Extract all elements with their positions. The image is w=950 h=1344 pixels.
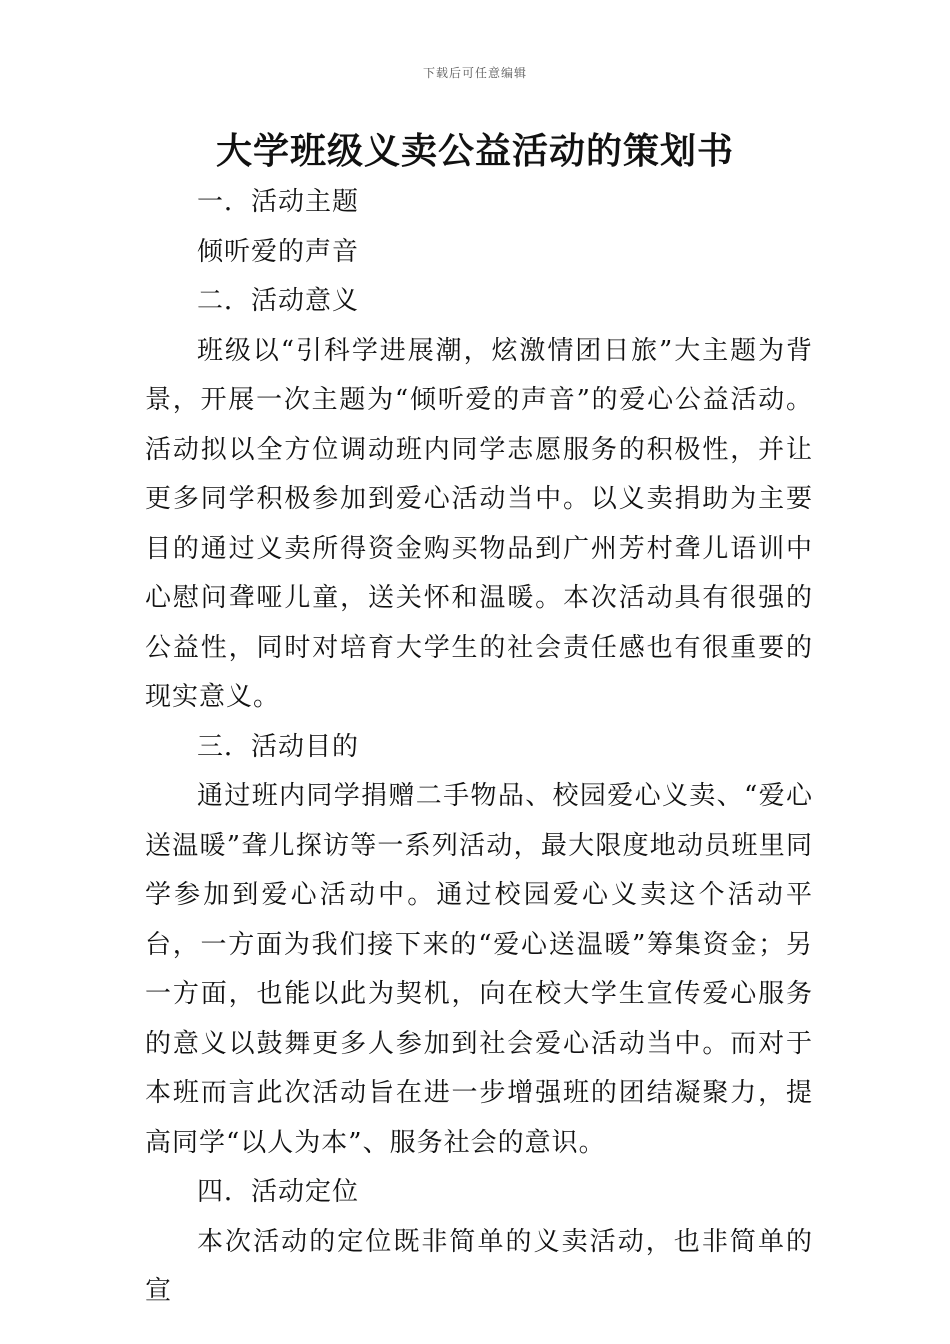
positioning-paragraph: 本次活动的定位既非简单的义卖活动，也非简单的宣 [145, 1226, 813, 1306]
document-body [145, 178, 813, 1317]
section-heading-theme: 一．活动主题 [197, 187, 360, 217]
significance-paragraph: 班级以“引科学进展潮，炫激情团日旅”大主题为背景，开展一次主题为“倾听爱的声音”的爱心公益活动。活动拟以全方位调动班内同学志愿服务的积极性，并让更多同学积极参加到爱心活动当中。以义卖捐助为主要目的通过义卖所得资金购买物品到广州芳村聋儿语训中心慰问聋哑儿童，送关怀和温暖。本次活动具有很强的公益性，同时对培育大学生的社会责任感也有很重要的现实意义。 [145, 335, 813, 712]
header-note: 下载后可任意编辑 [422, 66, 527, 80]
section-heading-significance: 二．活动意义 [197, 286, 360, 316]
document-title: 大学班级义卖公益活动的策划书 [215, 131, 734, 172]
theme-text: 倾听爱的声音 [197, 236, 360, 267]
purpose-paragraph: 通过班内同学捐赠二手物品、校园爱心义卖、“爱心送温暖”聋儿探访等一系列活动，最大限度地动员班里同学参加到爱心活动中。通过校园爱心义卖这个活动平台，一方面为我们接下来的“爱心送温暖”筹集资金；另一方面，也能以此为契机，向在校大学生宣传爱心服务的意义以鼓舞更多人参加到社会爱心活动当中。而对于本班而言此次活动旨在进一步增强班的团结凝聚力，提高同学“以人为本”、服务社会的意识。 [145, 781, 813, 1158]
section-heading-positioning: 四．活动定位 [197, 1177, 360, 1207]
section-heading-purpose: 三．活动目的 [197, 731, 360, 762]
